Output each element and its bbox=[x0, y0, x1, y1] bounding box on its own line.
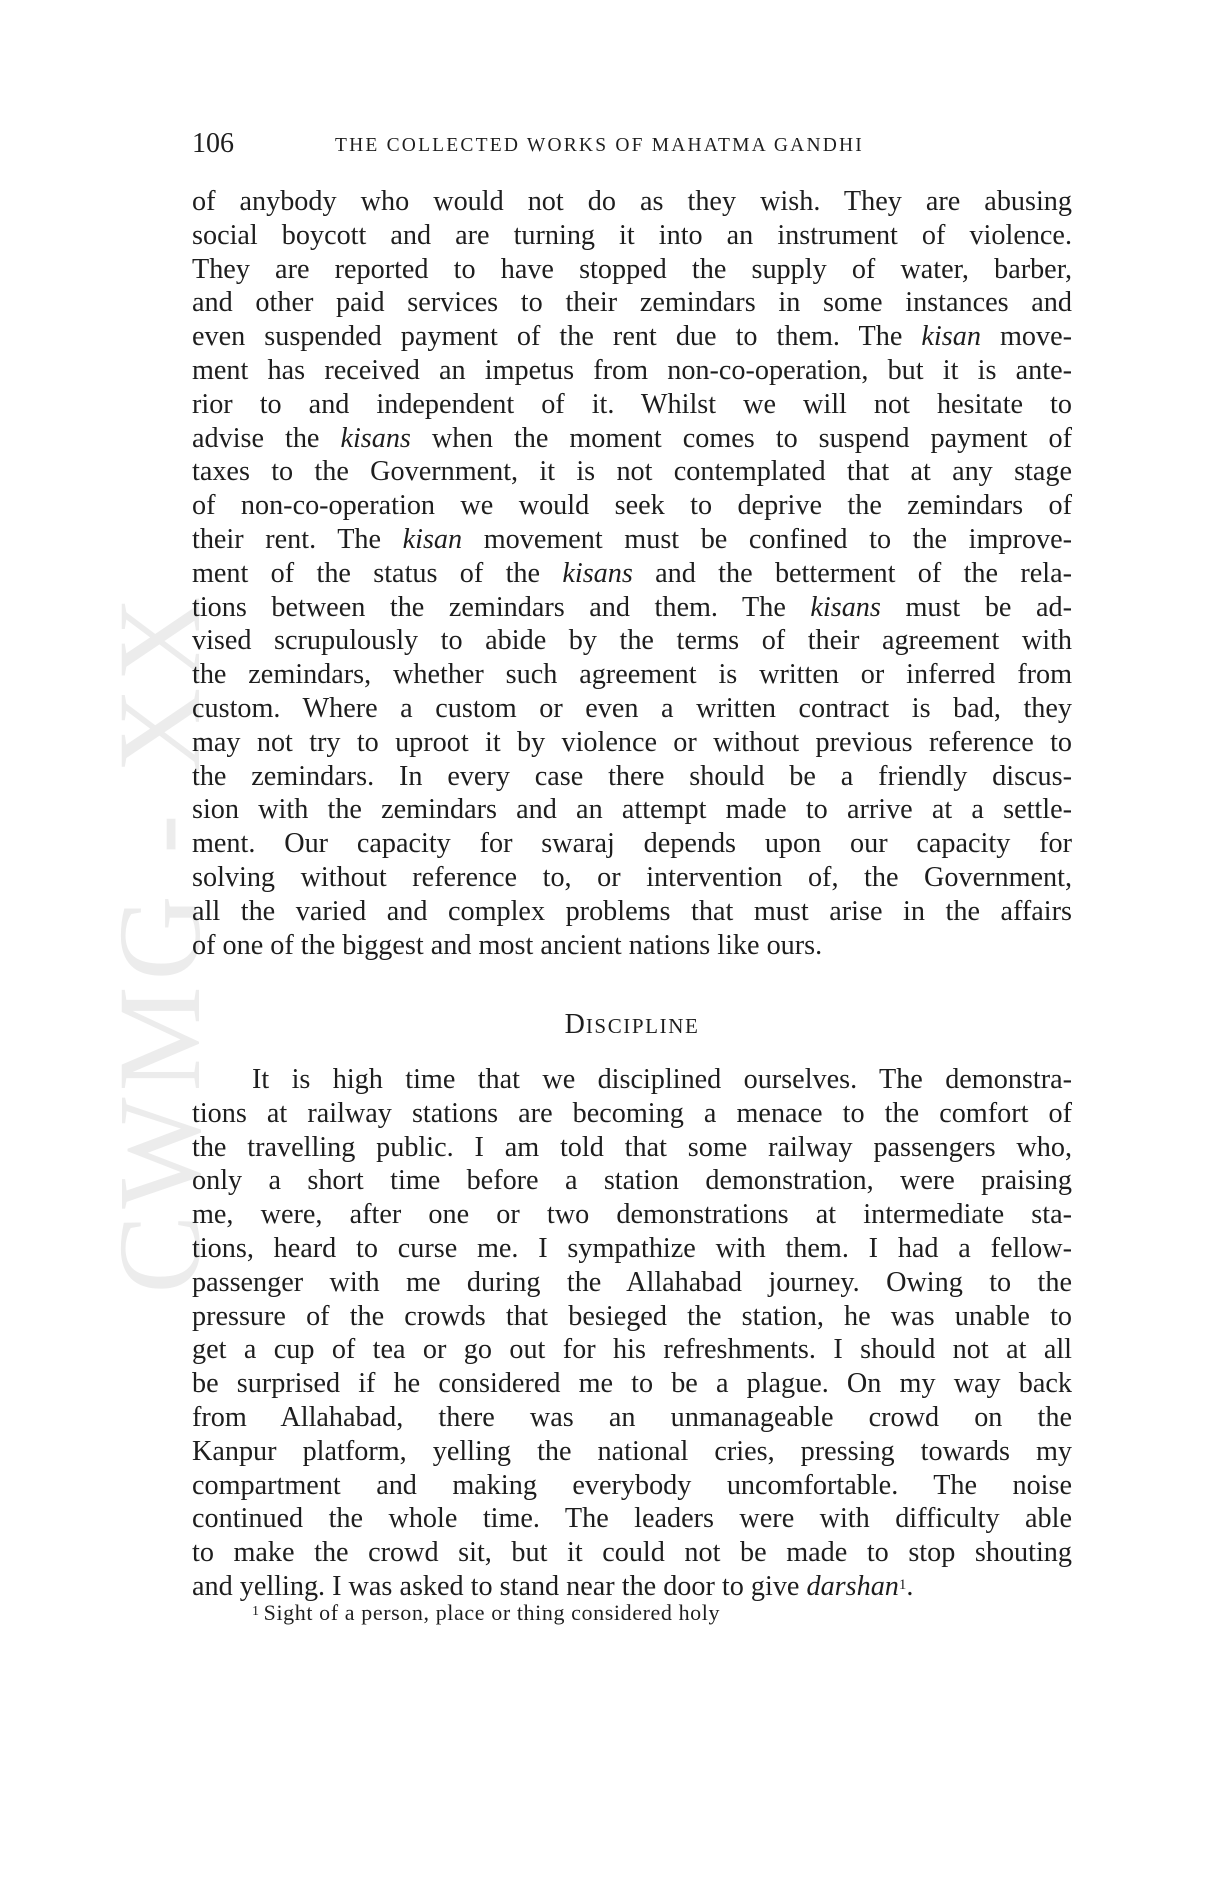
text-run: of one of the biggest and most ancient nations like ours. bbox=[192, 929, 823, 961]
text-line bbox=[192, 1333, 1072, 1367]
text-line bbox=[192, 422, 1072, 456]
text-run: custom. Where a custom or even a written contract is bad, they bbox=[192, 693, 1072, 724]
text-run: continued the whole time. The leaders were with difficulty able bbox=[192, 1503, 1072, 1535]
text-line bbox=[192, 861, 1072, 895]
text-line bbox=[192, 1502, 1072, 1536]
text-line bbox=[192, 624, 1072, 658]
text-run: and the betterment of the rela- bbox=[632, 557, 1072, 589]
text-line bbox=[192, 286, 1072, 320]
text-line bbox=[192, 658, 1072, 692]
text-run: passenger with me during the Allahabad journey. Owing to the bbox=[192, 1266, 1072, 1298]
text-line bbox=[192, 1367, 1072, 1401]
text-run: solving without reference to, or intervention of, the Government, bbox=[192, 862, 1072, 893]
text-run: rior to and independent of it. Whilst we will not hesitate to bbox=[192, 388, 1072, 420]
text-run: all the varied and complex problems that must arise in the affairs bbox=[192, 895, 1072, 927]
text-line bbox=[192, 827, 1072, 861]
text-line bbox=[192, 1097, 1072, 1131]
text-line bbox=[192, 1469, 1072, 1503]
text-run: ment. Our capacity for swaraj depends upon our capacity for bbox=[192, 828, 1072, 860]
text-line bbox=[192, 1536, 1072, 1570]
text-run: may not try to uproot it by violence or without previous reference to bbox=[192, 726, 1072, 758]
text-run: pressure of the crowds that besieged the station, he was unable to bbox=[192, 1300, 1072, 1332]
text-run: to make the crowd sit, but it could not be made to stop shouting bbox=[192, 1537, 1072, 1569]
footnote-marker: 1 bbox=[252, 1604, 260, 1619]
text-run: their rent. The bbox=[192, 524, 403, 555]
italic-term: kisans bbox=[562, 557, 633, 589]
footnote-text: Sight of a person, place or thing considered holy bbox=[263, 1600, 721, 1625]
text-line bbox=[192, 1300, 1072, 1334]
text-run: . bbox=[906, 1571, 914, 1602]
text-run: of anybody who would not do as they wish. They are abusing bbox=[192, 186, 1072, 217]
text-line bbox=[192, 354, 1072, 388]
text-run: only a short time before a station demonstration, were praising bbox=[192, 1165, 1072, 1197]
text-run: tions at railway stations are becoming a menace to the comfort of bbox=[192, 1097, 1072, 1129]
footnote bbox=[252, 1598, 720, 1628]
text-line bbox=[192, 1401, 1072, 1435]
text-line bbox=[192, 929, 1072, 963]
text-line bbox=[192, 219, 1072, 253]
text-line bbox=[192, 726, 1072, 760]
text-run: get a cup of tea or go out for his refreshments. I should not at all bbox=[192, 1334, 1072, 1366]
text-run: tions between the zemindars and them. The bbox=[192, 591, 811, 623]
text-run: tions, heard to curse me. I sympathize with them. I had a fellow- bbox=[192, 1233, 1072, 1264]
italic-term: kisan bbox=[402, 524, 463, 555]
text-line bbox=[192, 1131, 1072, 1165]
heading-initial: D bbox=[564, 1009, 586, 1040]
text-line bbox=[252, 1063, 1072, 1097]
text-run: the zemindars. In every case there should be a friendly discus- bbox=[192, 760, 1072, 792]
text-line bbox=[192, 185, 1072, 219]
text-line bbox=[192, 557, 1072, 591]
text-run: ment has received an impetus from non-co-operation, but it is ante- bbox=[192, 355, 1072, 386]
text-run: be surprised if he considered me to be a plague. On my way back bbox=[192, 1368, 1072, 1400]
page-number: 106 bbox=[192, 128, 234, 159]
text-run: advise the bbox=[192, 422, 341, 454]
text-run: me, were, after one or two demonstrations at intermediate sta- bbox=[192, 1199, 1072, 1231]
running-title: THE COLLECTED WORKS OF MAHATMA GANDHI bbox=[335, 135, 864, 156]
section-heading-discipline bbox=[192, 1008, 1072, 1043]
text-run: social boycott and are turning it into an instrument of violence. bbox=[192, 219, 1072, 251]
text-run: compartment and making everybody uncomfortable. The noise bbox=[192, 1469, 1072, 1501]
italic-term: kisans bbox=[340, 422, 411, 454]
text-run: taxes to the Government, it is not contemplated that at any stage bbox=[192, 456, 1072, 488]
text-line bbox=[192, 895, 1072, 929]
text-run: must be ad- bbox=[880, 591, 1072, 623]
footnote-reference: 1 bbox=[898, 1577, 907, 1593]
text-run: and yelling. I was asked to stand near the door to give bbox=[192, 1571, 807, 1602]
text-line bbox=[192, 253, 1072, 287]
text-line bbox=[192, 591, 1072, 625]
text-run: They are reported to have stopped the supply of water, barber, bbox=[192, 253, 1072, 285]
text-run: movement must be confined to the improve- bbox=[462, 524, 1072, 555]
text-line bbox=[192, 1435, 1072, 1469]
text-line bbox=[192, 1198, 1072, 1232]
text-run: vised scrupulously to abide by the terms of their agreement with bbox=[192, 625, 1072, 657]
text-run: It is high time that we disciplined ourselves. The demonstra- bbox=[252, 1064, 1072, 1095]
italic-term: kisans bbox=[810, 591, 881, 623]
text-run: even suspended payment of the rent due to them. The bbox=[192, 321, 922, 353]
text-line bbox=[192, 1266, 1072, 1300]
text-line bbox=[192, 793, 1072, 827]
text-run: of non-co-operation we would seek to deprive the zemindars of bbox=[192, 490, 1072, 522]
text-line bbox=[192, 1232, 1072, 1266]
text-run: when the moment comes to suspend payment of bbox=[410, 422, 1073, 454]
text-line bbox=[192, 692, 1072, 726]
running-header bbox=[192, 126, 1072, 162]
italic-term: darshan bbox=[806, 1571, 899, 1602]
text-line bbox=[192, 523, 1072, 557]
text-run: Kanpur platform, yelling the national cries, pressing towards my bbox=[192, 1435, 1072, 1467]
text-run: and other paid services to their zemindars in some instances and bbox=[192, 287, 1072, 319]
text-run: the zemindars, whether such agreement is written or inferred from bbox=[192, 659, 1072, 691]
watermark: CWMG - XX bbox=[94, 590, 225, 1294]
text-run: from Allahabad, there was an unmanageable crowd on the bbox=[192, 1402, 1072, 1433]
text-run: the travelling public. I am told that some railway passengers who, bbox=[192, 1131, 1072, 1163]
text-line bbox=[192, 760, 1072, 794]
text-line bbox=[192, 388, 1072, 422]
text-line bbox=[192, 1164, 1072, 1198]
heading-small-caps: ISCIPLINE bbox=[585, 1014, 700, 1038]
text-line bbox=[192, 455, 1072, 489]
text-line bbox=[192, 320, 1072, 354]
italic-term: kisan bbox=[921, 321, 981, 353]
text-run: ment of the status of the bbox=[192, 557, 563, 589]
text-run: sion with the zemindars and an attempt made to arrive at a settle- bbox=[192, 794, 1072, 826]
text-run: move- bbox=[980, 321, 1072, 353]
text-line bbox=[192, 489, 1072, 523]
